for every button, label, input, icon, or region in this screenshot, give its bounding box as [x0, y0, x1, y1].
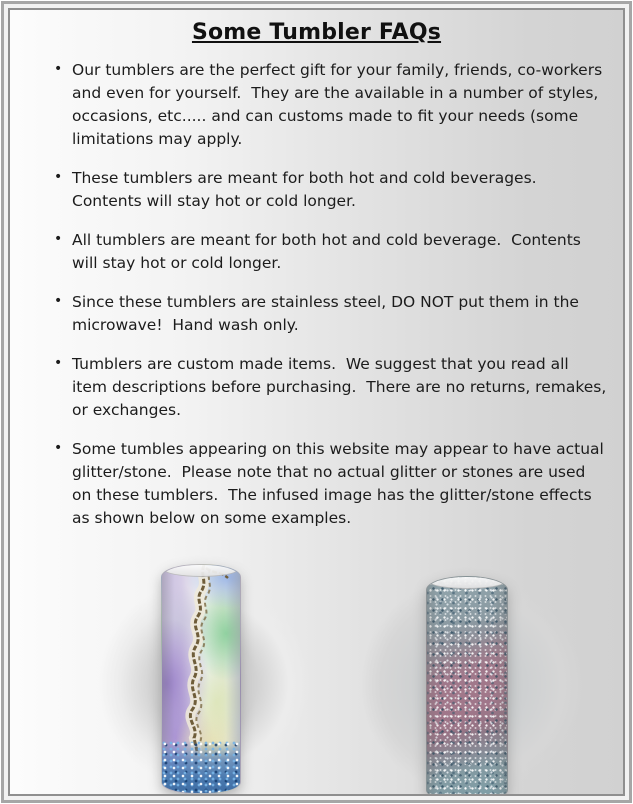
glitter-tumbler-image: [426, 576, 508, 796]
example-photos-row: [10, 550, 623, 796]
faq-item: [52, 59, 607, 151]
faq-item-text: Tumblers are custom made items. We suggest that you read all item descriptions before purchasing. There are no returns, remakes, or exchanges.: [72, 355, 612, 419]
blue-glitter-base: [162, 741, 240, 793]
bullet-icon: •: [54, 231, 63, 247]
bullet-icon: •: [54, 440, 63, 456]
page-title: Some Tumbler FAQs: [191, 20, 442, 45]
bullet-icon: •: [54, 293, 63, 309]
faq-item-text: All tumblers are meant for both hot and cold beverage. Contents will stay hot or cold longer.: [72, 231, 586, 272]
faq-item-text: Our tumblers are the perfect gift for your family, friends, co-workers and even for yourself. They are the available in a number of styles, occasions, etc..... and can customs made to fit your needs (some limitations may apply.: [72, 61, 608, 148]
faq-item: [52, 291, 607, 337]
faq-item-text: Some tumbles appearing on this website may appear to have actual glitter/stone. Please note that no actual glitter or stones are used on these tumblers. The infused image has the glitter/stone effects as shown below on some examples.: [72, 440, 609, 527]
glitter-speckle-overlay: [427, 577, 507, 796]
faq-item: [52, 167, 607, 213]
faq-item-text: Since these tumblers are stainless steel, DO NOT put them in the microwave! Hand wash only.: [72, 293, 584, 334]
page-frame: [1, 1, 632, 803]
bullet-icon: •: [54, 355, 63, 371]
page-content: [8, 8, 625, 796]
faq-item: [52, 438, 607, 530]
faq-item: [52, 229, 607, 275]
bullet-icon: •: [54, 61, 63, 77]
agate-tumbler-photo: [80, 556, 350, 796]
faq-item: [52, 353, 612, 422]
bullet-icon: •: [54, 169, 63, 185]
glitter-tumbler-photo: [348, 556, 622, 796]
faq-item-text: These tumblers are meant for both hot and cold beverages. Contents will stay hot or cold longer.: [72, 169, 547, 210]
faq-list: [52, 59, 612, 530]
agate-tumbler-image: [161, 564, 241, 794]
